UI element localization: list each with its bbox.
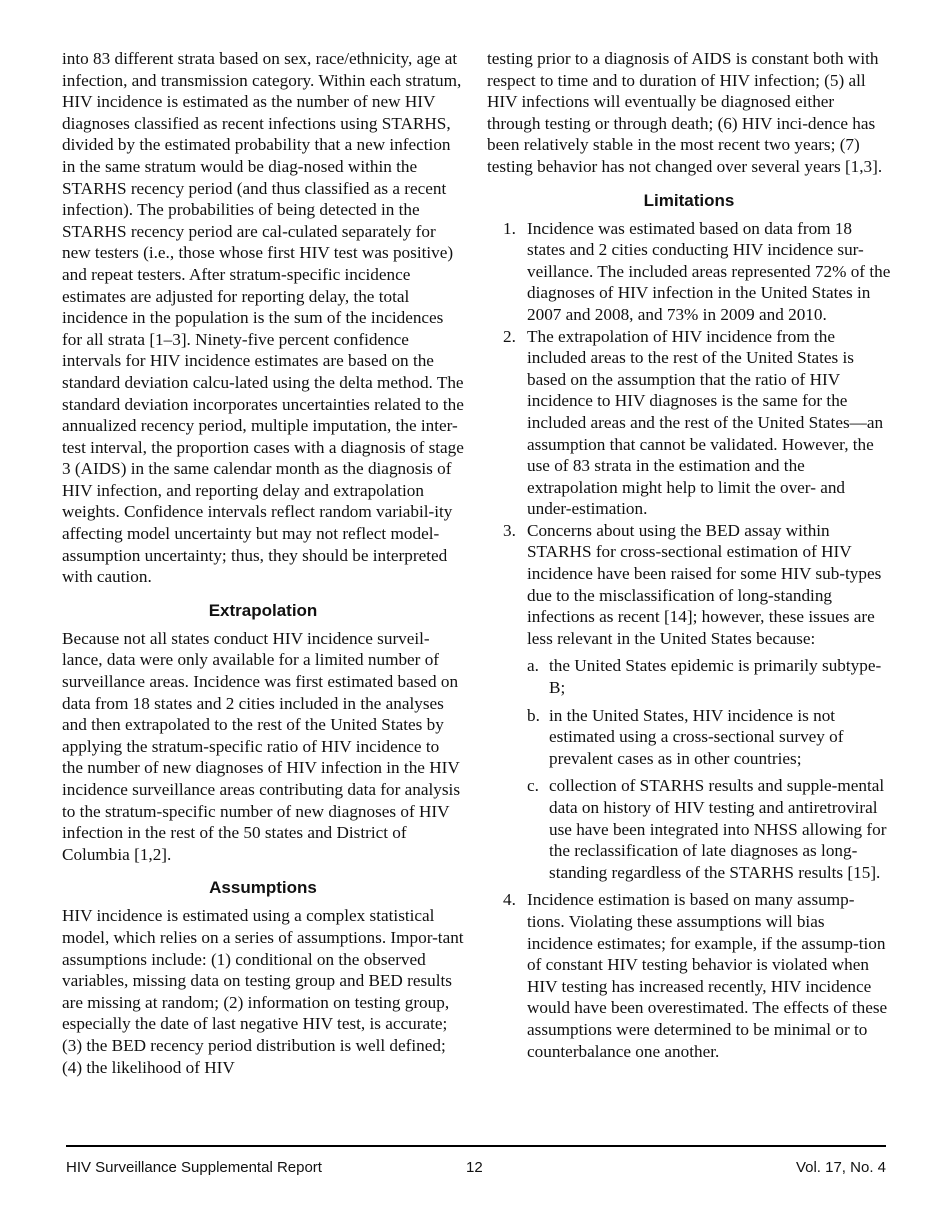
left-column: [62, 48, 464, 1078]
limitation-text: Incidence estimation is based on many assump-tions. Violating these assumptions will bias incidence estimates; for example, if the assump-tion of constant HIV testing behavior is violated when HIV testing has increased recently, HIV incidence would have been overestimated. The effects of these assumptions were determined to be minimal or to counterbalance one another.: [527, 890, 888, 1061]
subitem-text: in the United States, HIV incidence is not estimated using a cross-sectional survey of prevalent cases as in other countries;: [549, 705, 844, 768]
limitation-number: 3.: [503, 520, 516, 540]
assumptions-heading: Assumptions: [209, 878, 317, 898]
extrapolation-heading: Extrapolation: [208, 600, 318, 620]
subitem-text: the United States epidemic is primarily subtype-B;: [549, 656, 882, 698]
extrapolation-paragraph: Because not all states conduct HIV incidence surveil-lance, data were only available for a limited number of surveillance areas. Incidence was first estimated based on data from 18 states and 2 cities included in the analyses and then extrapolated to the rest of the United States by applying the stratum-specific ratio of HIV incidence to the number of new diagnoses of HIV infection in the HIV incidence surveillance areas contributing data for analysis to the stratum-specific number of new diagnoses of HIV infection in the rest of the 50 states and District of Columbia [1,2].: [62, 628, 461, 864]
limitation-item: [487, 218, 891, 326]
limitation-text: Incidence was estimated based on data from 18 states and 2 cities conducting HIV incidence sur-veillance. The included areas represented 72% of the diagnoses of HIV infection in the United States in 2007 and 2008, and 73% in 2009 and 2010.: [527, 218, 891, 324]
limitation-number: 1.: [503, 218, 516, 238]
intro-paragraph: into 83 different strata based on sex, race/ethnicity, age at infection, and transmission category. Within each stratum, HIV incidence is estimated as the number of new HIV diagnoses classified as recent infections using STARHS, divided by the estimated probability that a new infection in the same stratum would be diag-nosed within the STARHS recency period (and thus classified as a recent infection). The probabilities of being detected in the STARHS recency period are cal-culated separately for new testers (i.e., those whose first HIV test was positive) and repeat testers. After stratum-specific incidence estimates are adjusted for reporting delay, the total incidence in the population is the sum of the incidences for all strata [1–3]. Ninety-five percent confidence intervals for HIV incidence estimates are based on the standard deviation calcu-lated using the delta method. The standard deviation incorporates uncertainties related to the annualized recency period, multiple imputation, the inter-test interval, the proportion cases with a diagnosis of stage 3 (AIDS) in the same calendar month as the diagnosis of HIV infection, and reporting delay and extrapolation weights. Confidence intervals reflect random variabil-ity affecting model uncertainty but may not reflect model-assumption uncertainty; thus, they should be interpreted with caution.: [62, 49, 464, 587]
subitem-letter: a.: [527, 656, 539, 676]
footer-page-number: 12: [466, 1159, 483, 1176]
subitem-letter: b.: [527, 705, 540, 725]
limitation-subitem: [527, 705, 891, 770]
limitations-list: [487, 218, 891, 1063]
assumptions-continued-paragraph: testing prior to a diagnosis of AIDS is constant both with respect to time and to duration of HIV infection; (5) all HIV infections will eventually be diagnosed either through testing or through death; (6) HIV inci-dence has been relatively stable in the most recent two years; (7) testing behavior has not changed over several years [1,3].: [487, 49, 883, 176]
limitation-number: 2.: [503, 326, 516, 346]
assumptions-paragraph: HIV incidence is estimated using a complex statistical model, which relies on a series of assumptions. Impor-tant assumptions include: (1) conditional on the observed variables, missing data on testing group and BED results are missing at random; (2) information on testing group, especially the date of last negative HIV test, is accurate; (3) the BED recency period distribution is well defined; (4) the likelihood of HIV: [62, 906, 464, 1077]
limitation-sublist: [527, 655, 891, 883]
limitation-subitem: [527, 775, 891, 883]
limitation-item: [487, 520, 891, 884]
footer-divider: [66, 1145, 886, 1147]
subitem-letter: c.: [527, 776, 539, 796]
footer-volume: Vol. 17, No. 4: [795, 1159, 886, 1176]
subitem-text: collection of STARHS results and supple-mental data on history of HIV testing and antiretroviral use have been integrated into NHSS allowing for the reclassification of late diagnoses as long-standing regardless of the STARHS results [15].: [549, 776, 887, 882]
limitation-text: The extrapolation of HIV incidence from the included areas to the rest of the United States is based on the assumption that the ratio of HIV incidence to HIV diagnoses is the same for the included areas and the rest of the United States—an assumption that cannot be validated. However, the use of 83 strata in the estimation and the extrapolation might help to limit the over- and under-estimation.: [527, 326, 884, 519]
limitation-number: 4.: [503, 890, 516, 910]
limitations-heading: Limitations: [643, 190, 735, 210]
limitation-item: [487, 326, 891, 520]
footer-report-title: HIV Surveillance Supplemental Report: [66, 1159, 322, 1176]
limitation-subitem: [527, 655, 891, 698]
limitation-text: Concerns about using the BED assay within STARHS for cross-sectional estimation of HIV incidence have been raised for some HIV sub-types due to the misclassification of long-standing infections as recent [14]; however, these issues are less relevant in the United States because:: [527, 520, 882, 648]
limitation-item: [487, 889, 891, 1062]
right-column: [487, 48, 891, 1062]
